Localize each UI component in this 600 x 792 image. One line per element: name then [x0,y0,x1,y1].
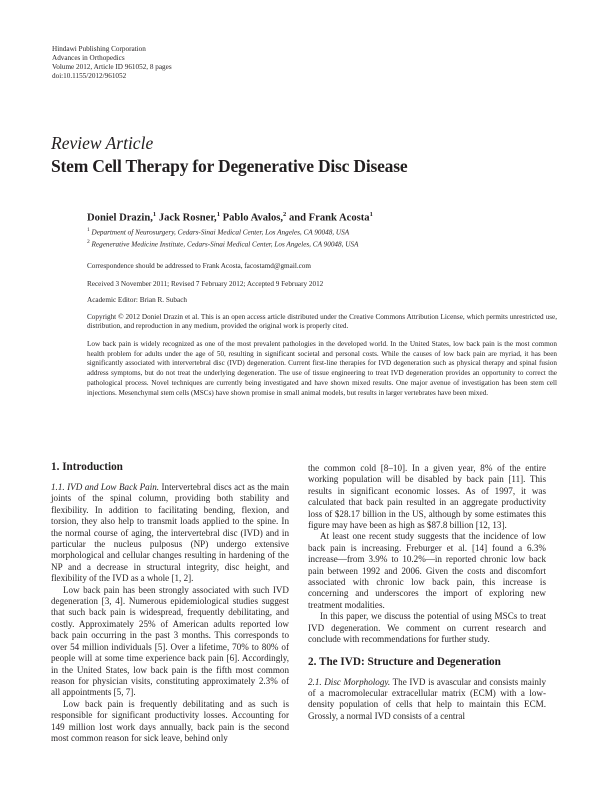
subsection-heading: 2.1. Disc Morphology. [308,676,391,687]
affiliation [87,226,557,238]
paragraph: the common cold [8–10]. In a given year, 8% of the entire working population will be disabled by back pain [11]. This results in significant economic losses. As of 1997, it was calculated that back pain resulted in an aggregate productivity loss of $28.17 billion in the US, although by some estimates this figure may have been as high as $87.8 billion [12, 13]. [308,463,546,531]
right-column [308,463,546,722]
paragraph-text: Intervertebral discs act as the main joints of the spinal column, providing both stability and flexibility. In addition to facilitating bending, flexion, and torsion, they also help to transmit loads applied to the spine. In the normal course of aging, the intervertebral disc (IVD) and in particular the nucleus pulposus (NP) undergo extensive morphological and cellular changes resulting in hardening of the NP and a decrease in structural integrity, disc height, and flexibility of the IVD as a whole [1, 2]. [51,482,289,584]
paragraph: Low back pain is frequently debilitating and as such is responsible for significant productivity losses. Accounting for 149 million lost work days annually, back pain is the second most common reason for sick leave, behind only [51,698,289,743]
author-name: Jack Rosner, [156,212,217,224]
left-column [51,460,289,744]
author-name: Pablo Avalos, [219,212,284,224]
publisher-info [52,45,172,81]
subsection-heading: 1.1. IVD and Low Back Pain. [51,482,160,492]
section-heading: 1. Introduction [51,461,123,473]
paragraph: Low back pain has been strongly associated with such IVD degeneration [3, 4]. Numerous epidemiological studies suggest that such back pain is widespread, frequently debilitating, and costly. Approximately 25% of American adults reported low back pain occurring in the past 3 months. This corresponds to over 54 million individuals [5]. Over a lifetime, 70% to 80% of people will at some time experience back pain [6]. Accordingly, in the United States, low back pain is the fifth most common reason for physician visits, constituting approximately 2.3% of all appointments [5, 7]. [51,584,289,698]
section-heading: 2. The IVD: Structure and Degeneration [308,655,501,668]
author-name: Doniel Drazin, [87,212,153,224]
author-name: and Frank Acosta [286,212,370,224]
copyright-notice: Copyright © 2012 Doniel Drazin et al. This is an open access article distributed under the Creative Commons Attribution License, which permits unrestricted use, distribution, and reproduction in any medium, provided the original work is properly cited. [87,313,557,331]
author-affil-marker: 1 [152,211,157,218]
received-dates: Received 3 November 2011; Revised 7 February 2012; Accepted 9 February 2012 [87,280,324,288]
abstract: Low back pain is widely recognized as one of the most prevalent pathologies in the developed world. In the United States, low back pain is the most common health problem for adults under the age of 50, resulting in significant societal and personal costs. While the causes of low back pain are myriad, it has been significantly associated with intervertebral disc (IVD) degeneration. Current first-line therapies for IVD degeneration such as physical therapy and spinal fusion address symptoms, but do not treat the underlying degeneration. The use of tissue engineering to treat IVD degeneration provides an opportunity to correct the pathological process. Novel techniques are currently being investigated and have shown mixed results. One major avenue of investigation has been stem cell injections. Mesenchymal stem cells (MSCs) have shown promise in small animal models, but results in larger vertebrates have been mixed. [87,340,557,397]
paragraph [308,677,546,723]
paragraph: In this paper, we discuss the potential of using MSCs to treat IVD degeneration. We comment on current research and conclude with recommendations for further study. [308,611,546,645]
publisher-name: Hindawi Publishing Corporation [52,45,146,53]
affiliation-marker: 2 [87,238,90,245]
paragraph-text: The IVD is avascular and consists mainly of a macromolecular extracellular matrix (ECM) with a low-density population of cells that help to maintain this ECM. Grossly, a normal IVD consists of a central [308,676,546,721]
affiliations [87,226,557,250]
author-affil-marker: 1 [216,211,220,218]
volume-info: Volume 2012, Article ID 961052, 8 pages [52,63,172,71]
paragraph: At least one recent study suggests that the incidence of low back pain is increasing. Freburger et al. [14] found a 6.3% increase—from 3.9% to 10.2%—in reported chronic low back pain between 1992 and 2006. Given the costs and discomfort associated with chronic low back pain, this increase is concerning and underscores the import of exploring new treatment modalities. [308,531,546,610]
journal-name: Advances in Orthopedics [52,54,125,62]
affiliation-text: Regenerative Medicine Institute, Cedars-Sinai Medical Center, Los Angeles, CA 90048, USA [89,240,359,249]
paragraph [51,482,289,585]
paper-title: Stem Cell Therapy for Degenerative Disc Disease [51,156,408,176]
academic-editor: Academic Editor: Brian R. Subach [87,296,188,304]
affiliation [87,238,557,250]
correspondence: Correspondence should be addressed to Frank Acosta, facostamd@gmail.com [87,262,311,270]
author-affil-marker: 2 [283,211,287,218]
doi[interactable]: doi:10.1155/2012/961052 [52,72,127,80]
author-affil-marker: 1 [369,211,373,218]
affiliation-text: Department of Neurosurgery, Cedars-Sinai Medical Center, Los Angeles, CA 90048, USA [89,228,350,237]
author-list [87,208,557,225]
article-type: Review Article [51,133,154,153]
affiliation-marker: 1 [87,227,90,233]
